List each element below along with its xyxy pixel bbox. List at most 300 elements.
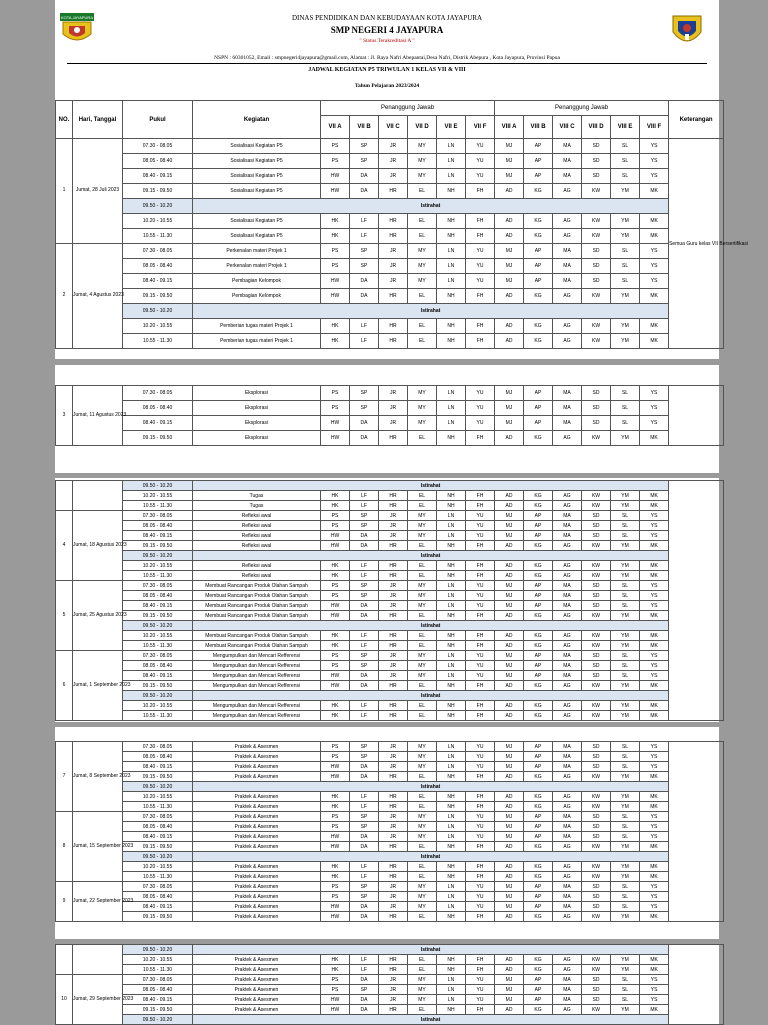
teacher-code: SL [611, 259, 640, 274]
teacher-code: YS [640, 416, 669, 431]
teacher-code: HW [321, 912, 350, 922]
teacher-code: LN [437, 274, 466, 289]
teacher-code: LN [437, 651, 466, 661]
activity-name: Refleksi awal [193, 561, 321, 571]
table-row [56, 289, 724, 304]
teacher-code: AG [553, 431, 582, 446]
table-row [56, 319, 724, 334]
activity-name: Mengumpulkan dan Mencari Refferensi [193, 661, 321, 671]
break-label: Istirahat [193, 852, 669, 862]
teacher-code: YS [640, 511, 669, 521]
teacher-code: JR [379, 975, 408, 985]
teacher-code: SD [582, 416, 611, 431]
day-number: 10 [56, 975, 73, 1025]
teacher-code: YS [640, 902, 669, 912]
teacher-code: SD [582, 882, 611, 892]
teacher-code: HR [379, 334, 408, 349]
time-slot: 10.20 - 10.55 [123, 955, 193, 965]
teacher-code: YU [466, 244, 495, 259]
teacher-code: FH [466, 912, 495, 922]
teacher-code: YU [466, 892, 495, 902]
teacher-code: AG [553, 965, 582, 975]
teacher-code: YS [640, 651, 669, 661]
teacher-code: JR [379, 591, 408, 601]
table-row [56, 852, 724, 862]
teacher-code: MK [640, 334, 669, 349]
teacher-code: AD [495, 955, 524, 965]
teacher-code: HR [379, 792, 408, 802]
teacher-code: YU [466, 591, 495, 601]
teacher-code: AD [495, 184, 524, 199]
teacher-code: SL [611, 416, 640, 431]
table-row [56, 912, 724, 922]
teacher-code: HR [379, 955, 408, 965]
teacher-code: SL [611, 531, 640, 541]
teacher-code: SP [350, 651, 379, 661]
teacher-code: AG [553, 561, 582, 571]
teacher-code: EL [408, 802, 437, 812]
teacher-code: MJ [495, 762, 524, 772]
table-row [56, 139, 724, 154]
teacher-code: MK [640, 912, 669, 922]
school-name: SMP NEGERI 4 JAYAPURA [330, 25, 444, 35]
teacher-code: AP [524, 752, 553, 762]
teacher-code: MJ [495, 244, 524, 259]
teacher-code: LN [437, 521, 466, 531]
teacher-code: DA [350, 842, 379, 852]
teacher-code: MK [640, 319, 669, 334]
time-slot: 08.40 - 09.15 [123, 531, 193, 541]
teacher-code: AG [553, 872, 582, 882]
teacher-code: PS [321, 591, 350, 601]
time-slot: 07.30 - 08.05 [123, 139, 193, 154]
teacher-code: SD [582, 995, 611, 1005]
teacher-code: SP [350, 812, 379, 822]
time-slot: 09.50 - 10.20 [123, 691, 193, 701]
teacher-code: AP [524, 892, 553, 902]
teacher-code: FH [466, 701, 495, 711]
day-date: Jumat, 11 Agustus 2023 [73, 386, 123, 446]
teacher-code: LN [437, 822, 466, 832]
teacher-code: LN [437, 975, 466, 985]
table-row [56, 631, 724, 641]
teacher-code: MY [408, 892, 437, 902]
teacher-code: YS [640, 671, 669, 681]
time-slot: 09.15 - 09.50 [123, 1005, 193, 1015]
teacher-code: EL [408, 842, 437, 852]
teacher-code: KW [582, 1005, 611, 1015]
teacher-code: EL [408, 701, 437, 711]
teacher-code: AP [524, 995, 553, 1005]
teacher-code: LF [350, 792, 379, 802]
teacher-code: NH [437, 792, 466, 802]
time-slot: 09.50 - 10.20 [123, 551, 193, 561]
teacher-code: JR [379, 169, 408, 184]
day-number: 7 [56, 742, 73, 812]
teacher-code: MA [553, 386, 582, 401]
table-row [56, 742, 724, 752]
teacher-code: AG [553, 862, 582, 872]
time-slot: 09.15 - 09.50 [123, 912, 193, 922]
page-5 [55, 944, 719, 1024]
teacher-code: YU [466, 762, 495, 772]
teacher-code: AD [495, 641, 524, 651]
teacher-code: YU [466, 902, 495, 912]
teacher-code: AD [495, 681, 524, 691]
teacher-code: HR [379, 802, 408, 812]
teacher-code: YM [611, 641, 640, 651]
teacher-code: EL [408, 289, 437, 304]
teacher-code: DA [350, 902, 379, 912]
teacher-code: SL [611, 882, 640, 892]
teacher-code: YM [611, 872, 640, 882]
teacher-code: MK [640, 862, 669, 872]
day-date: Jumat, 28 Juli 2023 [73, 139, 123, 244]
teacher-code: DA [350, 274, 379, 289]
teacher-code: MJ [495, 985, 524, 995]
time-slot: 09.50 - 10.20 [123, 199, 193, 214]
teacher-code: LN [437, 581, 466, 591]
teacher-code: DA [350, 289, 379, 304]
table-row [56, 822, 724, 832]
time-slot: 07.30 - 08.05 [123, 812, 193, 822]
teacher-code: YM [611, 229, 640, 244]
table-row [56, 965, 724, 975]
teacher-code: SP [350, 521, 379, 531]
teacher-code: KG [524, 571, 553, 581]
teacher-code: MK [640, 431, 669, 446]
teacher-code: SD [582, 511, 611, 521]
teacher-code: YM [611, 862, 640, 872]
teacher-code: JR [379, 985, 408, 995]
break-label: Istirahat [193, 1015, 669, 1025]
activity-name: Tugas [193, 491, 321, 501]
table-row [56, 872, 724, 882]
table-row [56, 154, 724, 169]
teacher-code: YU [466, 531, 495, 541]
teacher-code: AG [553, 772, 582, 782]
teacher-code: NH [437, 862, 466, 872]
teacher-code: MJ [495, 742, 524, 752]
teacher-code: DA [350, 975, 379, 985]
activity-name: Membuat Rancangan Produk Olahan Sampah [193, 601, 321, 611]
teacher-code: HW [321, 995, 350, 1005]
teacher-code: KW [582, 229, 611, 244]
teacher-code: YS [640, 401, 669, 416]
note-cell [669, 481, 724, 721]
activity-name: Refleksi awal [193, 541, 321, 551]
teacher-code: AG [553, 701, 582, 711]
time-slot: 10.55 - 11.30 [123, 501, 193, 511]
table-row [56, 229, 724, 244]
table-row [56, 792, 724, 802]
teacher-code: AD [495, 289, 524, 304]
activity-name: Membuat Rancangan Produk Olahan Sampah [193, 641, 321, 651]
teacher-code: NH [437, 641, 466, 651]
teacher-code: FH [466, 214, 495, 229]
time-slot: 08.05 - 08.40 [123, 521, 193, 531]
teacher-code: MJ [495, 259, 524, 274]
teacher-code: NH [437, 802, 466, 812]
table-row [56, 274, 724, 289]
teacher-code: SL [611, 521, 640, 531]
time-slot: 10.20 - 10.55 [123, 862, 193, 872]
teacher-code: NH [437, 501, 466, 511]
teacher-code: HK [321, 862, 350, 872]
class-header: VII B [350, 116, 379, 139]
teacher-code: AP [524, 651, 553, 661]
teacher-code: YS [640, 139, 669, 154]
teacher-code: FH [466, 772, 495, 782]
table-row [56, 199, 724, 214]
activity-name: Refleksi awal [193, 571, 321, 581]
activity-name: Praktek & Asesmen [193, 812, 321, 822]
teacher-code: PS [321, 975, 350, 985]
teacher-code: LN [437, 902, 466, 912]
table-row [56, 955, 724, 965]
teacher-code: LF [350, 701, 379, 711]
teacher-code: AD [495, 214, 524, 229]
table-row [56, 985, 724, 995]
teacher-code: YU [466, 985, 495, 995]
teacher-code: SL [611, 274, 640, 289]
teacher-code: HW [321, 541, 350, 551]
teacher-code: EL [408, 541, 437, 551]
activity-name: Mengumpulkan dan Mencari Refferensi [193, 671, 321, 681]
activity-name: Praktek & Asesmen [193, 872, 321, 882]
table-row [56, 802, 724, 812]
teacher-code: AD [495, 631, 524, 641]
teacher-code: JR [379, 139, 408, 154]
teacher-code: PS [321, 892, 350, 902]
teacher-code: KG [524, 701, 553, 711]
teacher-code: MY [408, 975, 437, 985]
teacher-code: MY [408, 832, 437, 842]
teacher-code: MK [640, 1005, 669, 1015]
time-slot: 09.15 - 09.50 [123, 431, 193, 446]
activity-name: Praktek & Asesmen [193, 995, 321, 1005]
teacher-code: MA [553, 139, 582, 154]
teacher-code: MY [408, 169, 437, 184]
table-row [56, 892, 724, 902]
teacher-code: NH [437, 631, 466, 641]
teacher-code: KG [524, 862, 553, 872]
teacher-code: SD [582, 812, 611, 822]
teacher-code: MJ [495, 401, 524, 416]
table-row [56, 214, 724, 229]
teacher-code: MA [553, 892, 582, 902]
activity-name: Eksplorasi [193, 401, 321, 416]
teacher-code: KW [582, 289, 611, 304]
teacher-code: LN [437, 154, 466, 169]
teacher-code: FH [466, 862, 495, 872]
teacher-code: NH [437, 772, 466, 782]
teacher-code: HR [379, 1005, 408, 1015]
time-slot: 08.05 - 08.40 [123, 591, 193, 601]
teacher-code: LN [437, 169, 466, 184]
teacher-code: NH [437, 872, 466, 882]
teacher-code: AG [553, 681, 582, 691]
teacher-code: HR [379, 571, 408, 581]
teacher-code: HK [321, 561, 350, 571]
table-row [56, 782, 724, 792]
table-row [56, 691, 724, 701]
teacher-code: EL [408, 681, 437, 691]
time-slot: 10.20 - 10.55 [123, 701, 193, 711]
teacher-code: KG [524, 501, 553, 511]
table-row [56, 611, 724, 621]
teacher-code: KG [524, 955, 553, 965]
academic-year: Tahun Pelajaran 2023/2024 [354, 83, 420, 89]
table-row [56, 511, 724, 521]
teacher-code: HW [321, 431, 350, 446]
header-no: NO. [56, 101, 73, 139]
teacher-code: YU [466, 169, 495, 184]
teacher-code: YM [611, 681, 640, 691]
teacher-code: MA [553, 985, 582, 995]
teacher-code: SL [611, 892, 640, 902]
teacher-code: MY [408, 521, 437, 531]
teacher-code: YS [640, 742, 669, 752]
activity-name: Mengumpulkan dan Mencari Refferensi [193, 701, 321, 711]
teacher-code: MJ [495, 661, 524, 671]
teacher-code: YU [466, 661, 495, 671]
teacher-code: EL [408, 862, 437, 872]
teacher-code: YU [466, 401, 495, 416]
teacher-code: MK [640, 802, 669, 812]
teacher-code: AD [495, 1005, 524, 1015]
teacher-code: PS [321, 581, 350, 591]
time-slot: 09.15 - 09.50 [123, 289, 193, 304]
teacher-code: KW [582, 319, 611, 334]
teacher-code: JR [379, 882, 408, 892]
teacher-code: KG [524, 561, 553, 571]
teacher-code: YU [466, 521, 495, 531]
activity-name: Pembagian Kelompok [193, 274, 321, 289]
teacher-code: MJ [495, 154, 524, 169]
table-row [56, 661, 724, 671]
activity-name: Eksplorasi [193, 431, 321, 446]
teacher-code: SP [350, 822, 379, 832]
teacher-code: EL [408, 631, 437, 641]
teacher-code: MA [553, 591, 582, 601]
teacher-code: LN [437, 892, 466, 902]
activity-name: Refleksi awal [193, 521, 321, 531]
teacher-code: HR [379, 431, 408, 446]
teacher-code: YU [466, 742, 495, 752]
teacher-code: YS [640, 531, 669, 541]
teacher-code: HR [379, 229, 408, 244]
letterhead [55, 0, 719, 100]
teacher-code: KW [582, 681, 611, 691]
teacher-code: KW [582, 772, 611, 782]
teacher-code: SP [350, 742, 379, 752]
teacher-code: MA [553, 902, 582, 912]
activity-name: Membuat Rancangan Produk Olahan Sampah [193, 591, 321, 601]
table-row [56, 386, 724, 401]
activity-name: Membuat Rancangan Produk Olahan Sampah [193, 631, 321, 641]
activity-name: Praktek & Asesmen [193, 742, 321, 752]
teacher-code: HW [321, 842, 350, 852]
teacher-code: EL [408, 229, 437, 244]
teacher-code: MY [408, 822, 437, 832]
activity-name: Perkenalan materi Projek 1 [193, 244, 321, 259]
teacher-code: YS [640, 274, 669, 289]
teacher-code: HR [379, 711, 408, 721]
teacher-code: LF [350, 802, 379, 812]
teacher-code: SD [582, 274, 611, 289]
activity-name: Sosialisasi Kegiatan P5 [193, 214, 321, 229]
teacher-code: EL [408, 431, 437, 446]
teacher-code: KG [524, 842, 553, 852]
teacher-code: EL [408, 772, 437, 782]
teacher-code: MA [553, 401, 582, 416]
teacher-code: KW [582, 561, 611, 571]
teacher-code: MA [553, 416, 582, 431]
teacher-code: AP [524, 511, 553, 521]
teacher-code: LN [437, 762, 466, 772]
teacher-code: YU [466, 651, 495, 661]
teacher-code: MA [553, 671, 582, 681]
time-slot: 08.40 - 09.15 [123, 274, 193, 289]
day-number: 1 [56, 139, 73, 244]
table-row [56, 561, 724, 571]
teacher-code: SD [582, 244, 611, 259]
activity-name: Praktek & Asesmen [193, 822, 321, 832]
teacher-code: SD [582, 401, 611, 416]
teacher-code: MY [408, 752, 437, 762]
table-row [56, 244, 724, 259]
teacher-code: AP [524, 581, 553, 591]
teacher-code: MY [408, 511, 437, 521]
time-slot: 07.30 - 08.05 [123, 581, 193, 591]
teacher-code: HK [321, 631, 350, 641]
teacher-code: MJ [495, 752, 524, 762]
teacher-code: FH [466, 319, 495, 334]
teacher-code: YU [466, 259, 495, 274]
teacher-code: LF [350, 561, 379, 571]
teacher-code: FH [466, 872, 495, 882]
teacher-code: NH [437, 955, 466, 965]
teacher-code: SD [582, 601, 611, 611]
teacher-code: AD [495, 862, 524, 872]
teacher-code: DA [350, 832, 379, 842]
teacher-code: DA [350, 601, 379, 611]
teacher-code: AD [495, 711, 524, 721]
teacher-code: YM [611, 184, 640, 199]
teacher-code: HW [321, 274, 350, 289]
teacher-code: MY [408, 244, 437, 259]
teacher-code: AP [524, 882, 553, 892]
teacher-code: LN [437, 386, 466, 401]
teacher-code: SD [582, 902, 611, 912]
activity-name: Membuat Rancangan Produk Olahan Sampah [193, 611, 321, 621]
teacher-code: SL [611, 902, 640, 912]
teacher-code: JR [379, 812, 408, 822]
teacher-code: KG [524, 872, 553, 882]
activity-name: Pemberian tugas materi Projek 1 [193, 319, 321, 334]
teacher-code: AP [524, 521, 553, 531]
time-slot: 09.50 - 10.20 [123, 621, 193, 631]
activity-name: Perkenalan materi Projek 1 [193, 259, 321, 274]
teacher-code: SP [350, 386, 379, 401]
teacher-code: HR [379, 214, 408, 229]
activity-name: Praktek & Asesmen [193, 752, 321, 762]
teacher-code: AD [495, 319, 524, 334]
teacher-code: MJ [495, 591, 524, 601]
teacher-code: JR [379, 822, 408, 832]
activity-name: Pemberian tugas materi Projek 1 [193, 334, 321, 349]
